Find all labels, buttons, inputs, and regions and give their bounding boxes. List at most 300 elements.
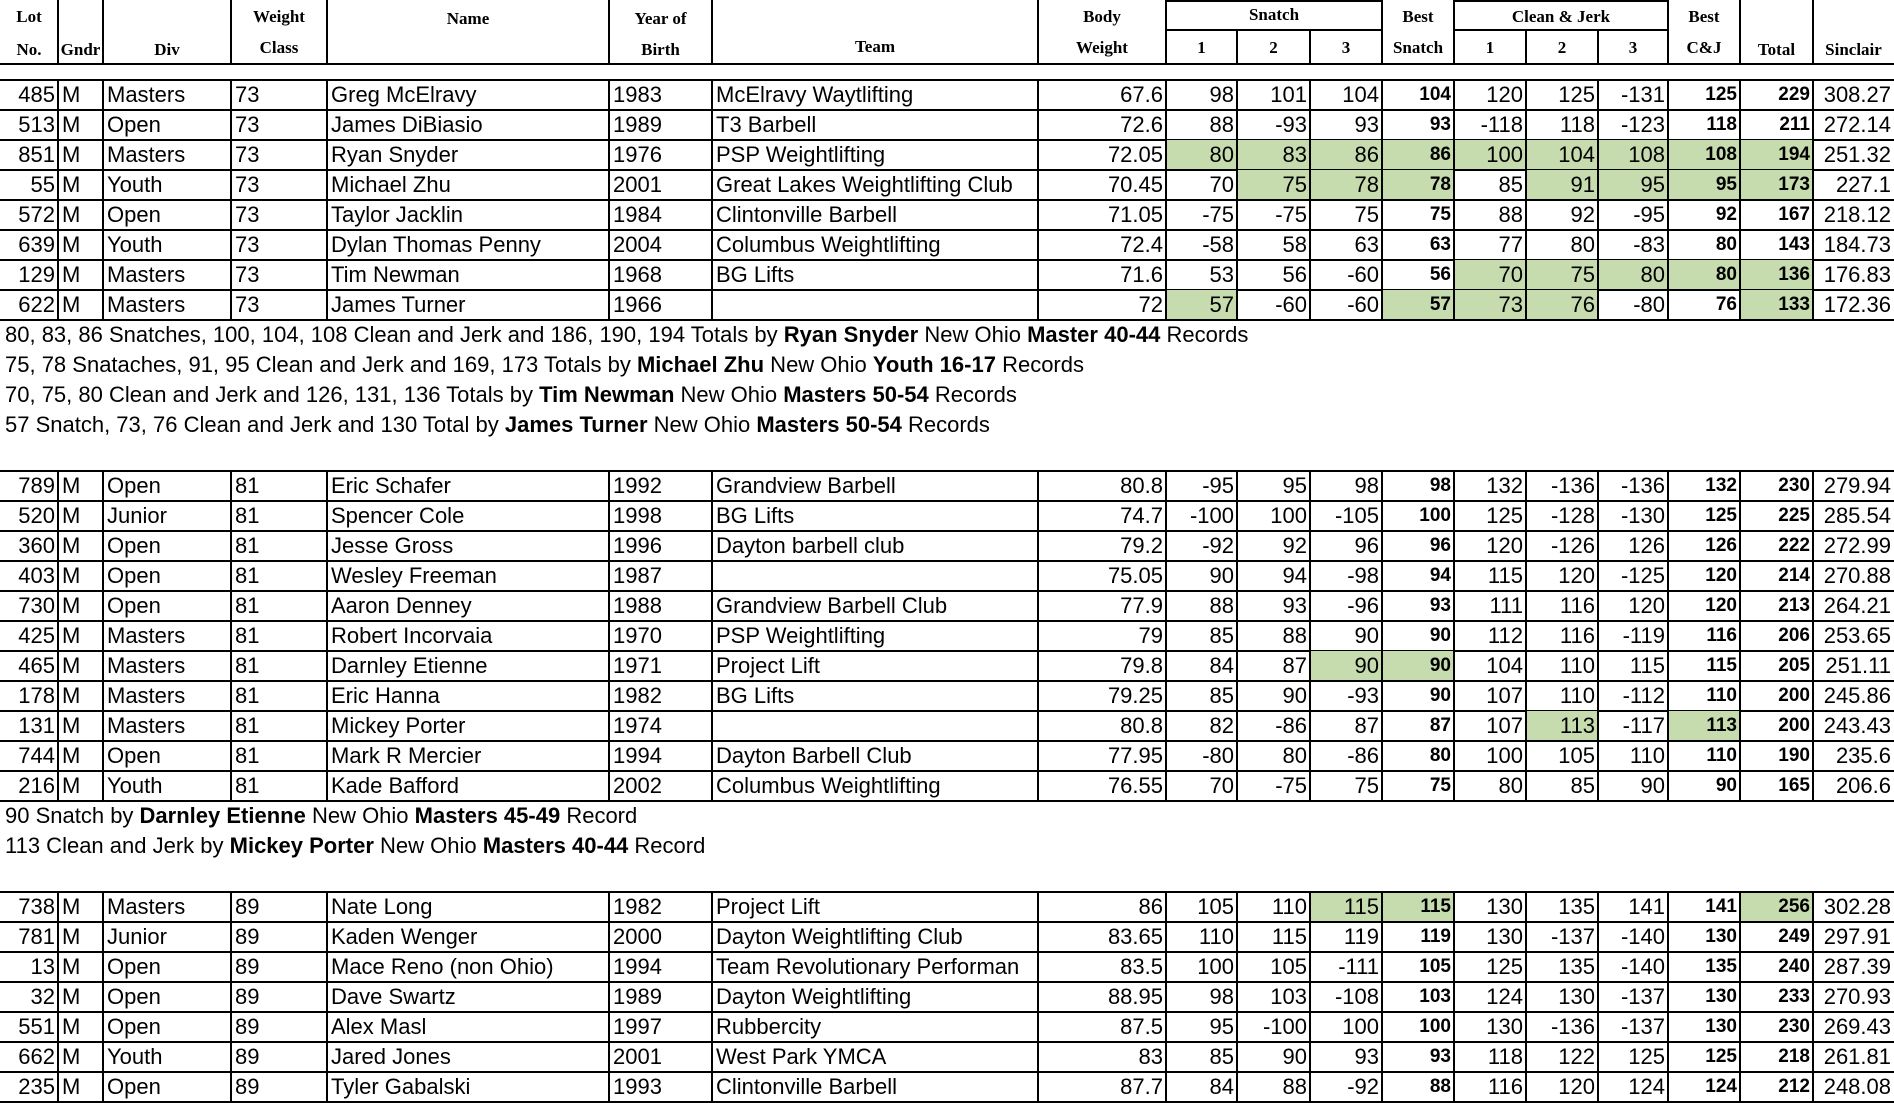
cell-lot: 520	[18, 503, 55, 528]
cell-bs: 105	[1419, 956, 1451, 977]
cell-wc: 73	[235, 262, 260, 287]
cell-yob: 1994	[613, 743, 662, 768]
cell-c2: 116	[1559, 593, 1595, 618]
cell-tot: 230	[1778, 475, 1810, 496]
cell-c1: 111	[1489, 593, 1523, 618]
header-body: Body	[1083, 7, 1121, 26]
cell-name: Mace Reno (non Ohio)	[331, 954, 554, 979]
cell-bw: 74.7	[1120, 503, 1163, 528]
cell-g: M	[62, 473, 81, 498]
cell-sin: 269.43	[1823, 1014, 1891, 1039]
cell-c1: 73	[1454, 290, 1526, 320]
record-note-text: 80, 83, 86 Snatches, 100, 104, 108 Clean and Jerk and 186, 190, 194 Totals by	[5, 322, 784, 347]
cell-bc: 118	[1706, 114, 1737, 135]
cell-g: M	[62, 82, 81, 107]
cell-yob: 1974	[613, 713, 662, 738]
cell-sin: 245.86	[1823, 683, 1891, 708]
cell-c2: 91	[1526, 170, 1598, 200]
cell-wc: 73	[235, 232, 260, 257]
cell-div: Youth	[107, 773, 163, 798]
cell-tot: 211	[1779, 114, 1810, 135]
cell-sin: 264.21	[1823, 593, 1891, 618]
cell-s2: 93	[1282, 593, 1307, 618]
cell-name: James DiBiasio	[331, 112, 483, 137]
cell-c2: 135	[1558, 894, 1595, 919]
cell-bs: 88	[1429, 1076, 1451, 1097]
cell-c3: -123	[1620, 112, 1665, 137]
header-birth: Birth	[641, 40, 680, 59]
cell-lot: 403	[18, 563, 55, 588]
cell-c3: -136	[1620, 473, 1665, 498]
cell-bc: 126	[1705, 535, 1737, 556]
cell-s3: 100	[1342, 1014, 1379, 1039]
record-note-text: New Ohio	[764, 352, 873, 377]
cell-yob: 1993	[613, 1074, 662, 1099]
cell-bs: 115	[1382, 892, 1454, 922]
cell-s2: 90	[1282, 683, 1307, 708]
record-note-text: New Ohio	[647, 412, 757, 437]
cell-c2: 120	[1558, 1074, 1595, 1099]
cell-tot: 212	[1778, 1076, 1810, 1097]
cell-yob: 1998	[613, 503, 662, 528]
cell-name: Ryan Snyder	[331, 142, 459, 167]
cell-bw: 77.95	[1107, 743, 1163, 768]
cell-c1: 107	[1486, 713, 1523, 738]
cell-team: PSP Weightlifting	[716, 623, 886, 648]
cell-s2: 75	[1237, 170, 1310, 200]
cell-s3: -105	[1334, 503, 1379, 528]
record-note-bold: Masters 40-44	[482, 833, 629, 858]
cell-g: M	[62, 112, 81, 137]
cell-c2: 135	[1558, 954, 1595, 979]
cell-name: Aaron Denney	[331, 593, 472, 618]
cell-team: Columbus Weightlifting	[716, 773, 941, 798]
cell-c2: 105	[1558, 743, 1595, 768]
cell-s2: 90	[1282, 1044, 1307, 1069]
cell-bs: 100	[1419, 1016, 1451, 1037]
cell-lot: 730	[18, 593, 55, 618]
cell-c1: 120	[1486, 533, 1523, 558]
cell-div: Masters	[107, 142, 186, 167]
record-note-text: 90 Snatch by	[5, 803, 140, 828]
cell-tot: 167	[1778, 204, 1810, 225]
cell-bc: 120	[1705, 595, 1737, 616]
cell-c2: 76	[1526, 290, 1598, 320]
cell-c1: 77	[1498, 232, 1523, 257]
cell-bc: 113	[1668, 711, 1740, 741]
cell-team: BG Lifts	[716, 262, 795, 287]
cell-c2: 122	[1558, 1044, 1595, 1069]
cell-bw: 79	[1138, 623, 1163, 648]
cell-wc: 81	[235, 623, 260, 648]
cell-bs: 96	[1429, 535, 1451, 556]
record-note-bold: Masters 50-54	[783, 382, 929, 407]
cell-team: Dayton Weightlifting Club	[716, 924, 963, 949]
cell-bc: 95	[1668, 170, 1740, 200]
cell-tot: 206	[1778, 625, 1810, 646]
cell-s2: -60	[1275, 292, 1307, 317]
cell-lot: 360	[18, 533, 55, 558]
cell-c1: 118	[1487, 1044, 1523, 1069]
header-best-snatch-label: Snatch	[1392, 38, 1444, 57]
cell-bw: 77.9	[1120, 593, 1163, 618]
cell-bw: 79.2	[1120, 533, 1163, 558]
cell-tot: 233	[1778, 986, 1810, 1007]
cell-c2: 113	[1526, 711, 1598, 741]
cell-g: M	[62, 653, 81, 678]
cell-name: Taylor Jacklin	[331, 202, 464, 227]
cell-name: Mickey Porter	[331, 713, 466, 738]
cell-wc: 89	[235, 1014, 260, 1039]
cell-bs: 63	[1429, 234, 1451, 255]
cell-yob: 1968	[613, 262, 662, 287]
cell-g: M	[62, 623, 81, 648]
cell-c1: 70	[1454, 260, 1526, 290]
cell-lot: 55	[30, 172, 55, 197]
cell-team: Great Lakes Weightlifting Club	[716, 172, 1013, 197]
cell-name: Michael Zhu	[331, 172, 451, 197]
cell-c3: -125	[1620, 563, 1665, 588]
cell-c1: 130	[1486, 894, 1523, 919]
cell-wc: 81	[235, 713, 260, 738]
cell-name: Mark R Mercier	[331, 743, 482, 768]
header-gndr: Gndr	[60, 40, 101, 59]
cell-bs: 75	[1429, 775, 1451, 796]
cell-s3: -86	[1347, 743, 1379, 768]
cell-c2: 118	[1559, 112, 1595, 137]
cell-team: Dayton Barbell Club	[716, 743, 912, 768]
cell-c1: 85	[1498, 172, 1523, 197]
cell-tot: 214	[1778, 565, 1810, 586]
cell-div: Open	[107, 533, 161, 558]
cell-div: Open	[107, 954, 161, 979]
cell-c3: -137	[1620, 984, 1665, 1009]
cell-tot: 256	[1740, 892, 1813, 922]
cell-bc: 130	[1705, 926, 1737, 947]
cell-s3: -98	[1347, 563, 1379, 588]
cell-bs: 94	[1429, 565, 1451, 586]
cell-name: Alex Masl	[331, 1014, 427, 1039]
cell-c2: -137	[1550, 924, 1595, 949]
cell-team: Project Lift	[716, 894, 820, 919]
cell-name: Eric Hanna	[331, 683, 440, 708]
cell-sin: 270.88	[1823, 563, 1891, 588]
cell-div: Open	[107, 202, 161, 227]
cell-c3: 110	[1629, 743, 1665, 768]
cell-g: M	[62, 894, 81, 919]
cell-sin: 172.36	[1823, 292, 1891, 317]
cell-s1: 70	[1209, 773, 1234, 798]
cell-bs: 57	[1382, 290, 1454, 320]
cell-lot: 744	[18, 743, 55, 768]
cell-div: Open	[107, 112, 161, 137]
cell-c1: 112	[1487, 623, 1523, 648]
cell-bw: 79.25	[1107, 683, 1163, 708]
record-note-text: Records	[901, 412, 990, 437]
cell-yob: 1987	[613, 563, 662, 588]
cell-sin: 297.91	[1823, 924, 1891, 949]
cell-c3: 124	[1628, 1074, 1665, 1099]
cell-tot: 225	[1778, 505, 1810, 526]
cell-bw: 67.6	[1120, 82, 1163, 107]
cell-lot: 572	[18, 202, 55, 227]
cell-s1: 95	[1209, 1014, 1234, 1039]
cell-div: Open	[107, 984, 161, 1009]
cell-bs: 87	[1429, 715, 1451, 736]
header-year-of: Year of	[634, 9, 687, 28]
header-total: Total	[1757, 40, 1796, 59]
cell-sin: 176.83	[1823, 262, 1891, 287]
cell-g: M	[62, 954, 81, 979]
record-note-text: Record	[560, 803, 638, 828]
cell-tot: 240	[1778, 956, 1810, 977]
cell-c3: 108	[1598, 140, 1668, 170]
cell-team	[712, 290, 1038, 320]
cell-yob: 1994	[613, 954, 662, 979]
cell-div: Masters	[107, 292, 186, 317]
cell-div: Open	[107, 1014, 161, 1039]
cell-s3: -93	[1347, 683, 1379, 708]
cell-s2: 110	[1271, 894, 1307, 919]
cell-bs: 90	[1429, 625, 1451, 646]
header-snatch: Snatch	[1248, 5, 1300, 24]
cell-s3: 90	[1310, 651, 1382, 681]
cell-g: M	[62, 593, 81, 618]
cell-s3: -60	[1347, 292, 1379, 317]
cell-sin: 227.1	[1835, 172, 1891, 197]
cell-bw: 88.95	[1107, 984, 1163, 1009]
cell-bc: 80	[1668, 260, 1740, 290]
cell-tot: 222	[1778, 535, 1810, 556]
header-cj-attempt: 3	[1628, 38, 1638, 57]
cell-s3: 119	[1343, 924, 1379, 949]
header-best-snatch: Best	[1402, 7, 1434, 26]
header-div: Div	[154, 40, 180, 59]
cell-div: Masters	[107, 623, 186, 648]
cell-bc: 141	[1705, 896, 1737, 917]
cell-bc: 110	[1706, 685, 1737, 706]
cell-team: Project Lift	[716, 653, 820, 678]
cell-g: M	[62, 924, 81, 949]
cell-lot: 738	[18, 894, 55, 919]
cell-s3: 93	[1354, 112, 1379, 137]
cell-yob: 1983	[613, 82, 662, 107]
cell-wc: 81	[235, 743, 260, 768]
cell-wc: 89	[235, 894, 260, 919]
cell-sin: 251.11	[1825, 653, 1891, 678]
cell-bw: 79.8	[1120, 653, 1163, 678]
cell-sin: 287.39	[1823, 954, 1891, 979]
record-note-text: New Ohio	[918, 322, 1028, 347]
header-snatch-attempt: 2	[1269, 38, 1278, 57]
cell-tot: 194	[1740, 140, 1813, 170]
header-sinclair: Sinclair	[1825, 40, 1882, 59]
header-best-cj: Best	[1688, 7, 1720, 26]
cell-c2: 85	[1570, 773, 1595, 798]
cell-bw: 80.8	[1120, 713, 1163, 738]
cell-bw: 83.65	[1107, 924, 1163, 949]
header-snatch-attempt: 1	[1197, 38, 1206, 57]
cell-yob: 1992	[613, 473, 662, 498]
cell-bc: 76	[1715, 294, 1737, 315]
cell-lot: 789	[18, 473, 55, 498]
cell-div: Masters	[107, 683, 186, 708]
cell-tot: 213	[1778, 595, 1810, 616]
cell-bc: 108	[1668, 140, 1740, 170]
cell-wc: 89	[235, 984, 260, 1009]
record-note-text: Record	[628, 833, 706, 858]
header-weight-bw: Weight	[1076, 38, 1128, 57]
cell-lot: 662	[18, 1044, 55, 1069]
cell-s2: 103	[1270, 984, 1307, 1009]
cell-div: Junior	[107, 503, 167, 528]
cell-c1: 104	[1486, 653, 1523, 678]
cell-s2: 56	[1282, 262, 1307, 287]
record-note-bold: Tim Newman	[539, 382, 675, 407]
cell-s1: 53	[1209, 262, 1234, 287]
cell-team: BG Lifts	[716, 683, 795, 708]
header-team: Team	[855, 37, 895, 56]
cell-s1: 110	[1198, 924, 1234, 949]
cell-c1: 132	[1486, 473, 1523, 498]
cell-sin: 279.94	[1823, 473, 1891, 498]
cell-tot: 230	[1778, 1016, 1810, 1037]
cell-s2: 80	[1282, 743, 1307, 768]
cell-c1: 100	[1454, 140, 1526, 170]
cell-bc: 132	[1705, 475, 1737, 496]
cell-sin: 184.73	[1823, 232, 1891, 257]
cell-yob: 1996	[613, 533, 662, 558]
cell-div: Youth	[107, 1044, 163, 1069]
cell-sin: 261.81	[1823, 1044, 1891, 1069]
cell-c3: 125	[1628, 1044, 1665, 1069]
cell-sin: 302.28	[1823, 894, 1891, 919]
cell-wc: 89	[235, 1074, 260, 1099]
cell-tot: 218	[1778, 1046, 1810, 1067]
cell-bc: 80	[1715, 234, 1737, 255]
cell-s2: 101	[1270, 82, 1307, 107]
cell-c2: -136	[1550, 1014, 1595, 1039]
cell-bw: 72.6	[1120, 112, 1163, 137]
cell-c3: 141	[1628, 894, 1665, 919]
cell-c1: 115	[1487, 563, 1523, 588]
cell-sin: 272.14	[1823, 112, 1891, 137]
cell-c3: -80	[1633, 292, 1665, 317]
cell-lot: 178	[18, 683, 55, 708]
cell-wc: 73	[235, 292, 260, 317]
cell-c3: -130	[1620, 503, 1665, 528]
cell-wc: 81	[235, 653, 260, 678]
cell-name: Dave Swartz	[331, 984, 456, 1009]
cell-sin: 285.54	[1823, 503, 1891, 528]
cell-sin: 251.32	[1823, 142, 1891, 167]
cell-div: Masters	[107, 262, 186, 287]
cell-wc: 73	[235, 112, 260, 137]
cell-c3: -137	[1620, 1014, 1665, 1039]
cell-s1: -80	[1202, 743, 1234, 768]
cell-yob: 1970	[613, 623, 662, 648]
header-no: No.	[16, 40, 42, 59]
cell-wc: 73	[235, 142, 260, 167]
cell-s2: 100	[1270, 503, 1307, 528]
cell-c2: 125	[1558, 82, 1595, 107]
cell-c1: 120	[1486, 82, 1523, 107]
cell-c2: -136	[1550, 473, 1595, 498]
cell-s3: 93	[1354, 1044, 1379, 1069]
cell-tot: 136	[1740, 260, 1813, 290]
cell-g: M	[62, 743, 81, 768]
cell-bw: 76.55	[1107, 773, 1163, 798]
cell-s3: 63	[1354, 232, 1379, 257]
cell-bs: 104	[1419, 84, 1451, 105]
record-note-text: New Ohio	[373, 833, 483, 858]
cell-s1: 85	[1209, 683, 1234, 708]
cell-div: Open	[107, 563, 161, 588]
cell-bs: 86	[1382, 140, 1454, 170]
record-note-text: 70, 75, 80 Clean and Jerk and 126, 131, 136 Totals by	[5, 382, 540, 407]
cell-s2: -93	[1275, 112, 1307, 137]
cell-lot: 622	[18, 292, 55, 317]
cell-lot: 851	[18, 142, 55, 167]
cell-c3: -117	[1622, 713, 1665, 738]
cell-sin: 272.99	[1823, 533, 1891, 558]
cell-team	[712, 711, 1038, 741]
cell-sin: 206.6	[1835, 773, 1891, 798]
cell-g: M	[62, 713, 81, 738]
cell-name: Jared Jones	[331, 1044, 451, 1069]
cell-s2: 87	[1282, 653, 1307, 678]
cell-s3: -92	[1347, 1074, 1379, 1099]
cell-yob: 1997	[613, 1014, 662, 1039]
cell-wc: 73	[235, 82, 260, 107]
cell-s2: 83	[1237, 140, 1310, 170]
cell-lot: 513	[18, 112, 55, 137]
cell-bs: 119	[1420, 926, 1451, 947]
cell-s2: 95	[1282, 473, 1307, 498]
cell-bc: 120	[1705, 565, 1737, 586]
cell-bs: 103	[1419, 986, 1451, 1007]
cell-team: Dayton Weightlifting	[716, 984, 912, 1009]
record-note-text: 113 Clean and Jerk by	[5, 833, 230, 858]
cell-wc: 81	[235, 503, 260, 528]
cell-g: M	[62, 773, 81, 798]
cell-wc: 81	[235, 683, 260, 708]
cell-div: Masters	[107, 653, 186, 678]
cell-g: M	[62, 533, 81, 558]
cell-g: M	[62, 262, 81, 287]
cell-s1: 82	[1209, 713, 1234, 738]
cell-bc: 135	[1705, 956, 1737, 977]
cell-s3: 90	[1354, 623, 1379, 648]
cell-c3: 115	[1629, 653, 1665, 678]
cell-name: Kade Bafford	[331, 773, 460, 798]
cell-c2: 104	[1526, 140, 1598, 170]
cell-s2: -75	[1275, 773, 1307, 798]
header-snatch-attempt: 3	[1341, 38, 1351, 57]
cell-bc: 125	[1705, 84, 1737, 105]
cell-bw: 72.4	[1120, 232, 1163, 257]
cell-bc: 130	[1705, 1016, 1737, 1037]
record-note	[5, 831, 705, 861]
cell-g: M	[62, 1014, 81, 1039]
cell-c3: 80	[1598, 260, 1668, 290]
cell-team	[712, 561, 1038, 591]
cell-div: Masters	[107, 894, 186, 919]
cell-bw: 86	[1138, 894, 1163, 919]
cell-wc: 81	[235, 773, 260, 798]
header-best-cj-label: C&J	[1686, 38, 1722, 57]
cell-c3: -83	[1633, 232, 1665, 257]
